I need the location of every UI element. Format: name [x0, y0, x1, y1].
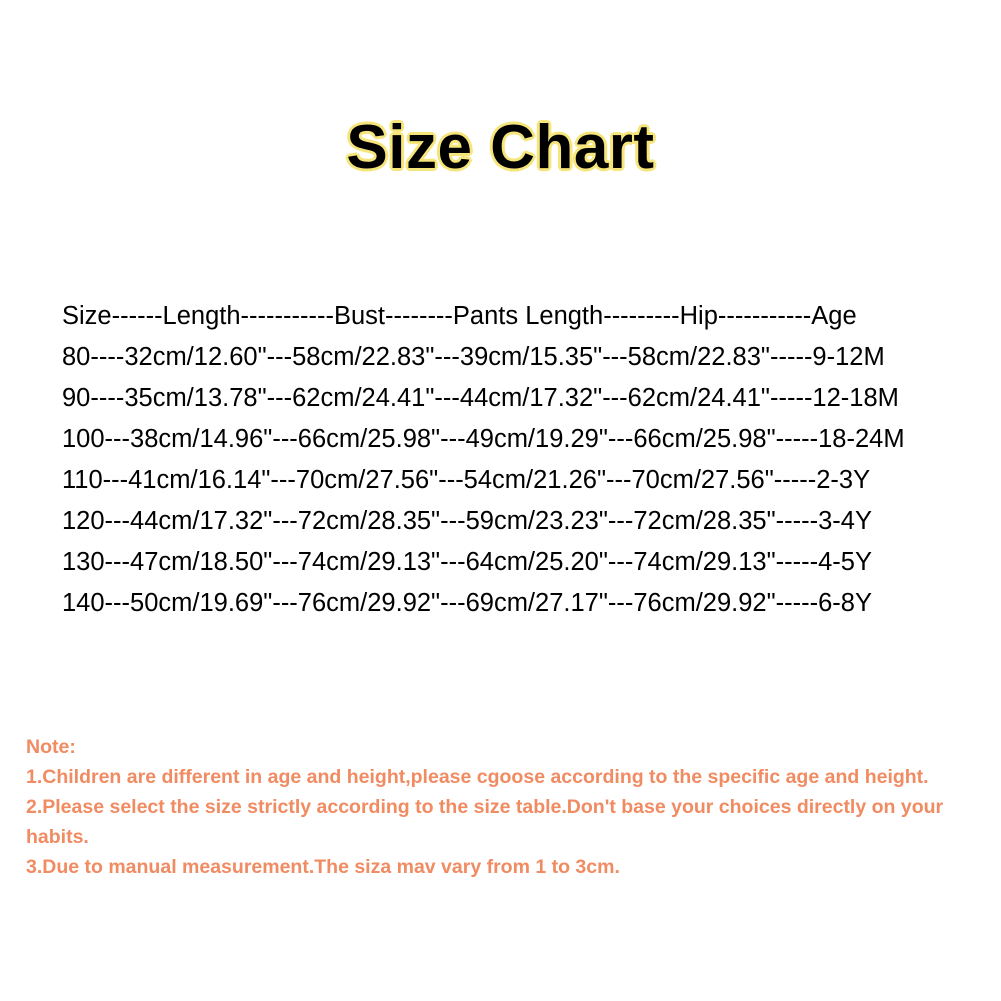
note-heading: Note: — [26, 736, 76, 758]
table-header-row: Size------Length-----------Bust--------Pants Length---------Hip-----------Age — [62, 302, 857, 330]
table-row: 130---47cm/18.50"---74cm/29.13"---64cm/25.20"---74cm/29.13"-----4-5Y — [62, 548, 872, 576]
note-section — [26, 732, 976, 882]
size-table — [62, 296, 962, 624]
page-title: Size Chart — [346, 113, 655, 182]
note-item: 3.Due to manual measurement.The siza mav vary from 1 to 3cm. — [26, 856, 620, 878]
table-row: 90----35cm/13.78"---62cm/24.41"---44cm/17.32"---62cm/24.41"-----12-18M — [62, 384, 899, 412]
note-item: 2.Please select the size strictly according to the size table.Don't base your choices directly on your habits. — [26, 796, 949, 848]
table-row: 120---44cm/17.32"---72cm/28.35"---59cm/23.23"---72cm/28.35"-----3-4Y — [62, 507, 872, 535]
table-row: 100---38cm/14.96"---66cm/25.98"---49cm/19.29"---66cm/25.98"-----18-24M — [62, 425, 905, 453]
table-row: 140---50cm/19.69"---76cm/29.92"---69cm/27.17"---76cm/29.92"-----6-8Y — [62, 589, 872, 617]
table-row: 110---41cm/16.14"---70cm/27.56"---54cm/21.26"---70cm/27.56"-----2-3Y — [62, 466, 871, 494]
note-item: 1.Children are different in age and height,please cgoose according to the specific age and height. — [26, 766, 929, 788]
table-row: 80----32cm/12.60"---58cm/22.83"---39cm/15.35"---58cm/22.83"-----9-12M — [62, 343, 885, 371]
